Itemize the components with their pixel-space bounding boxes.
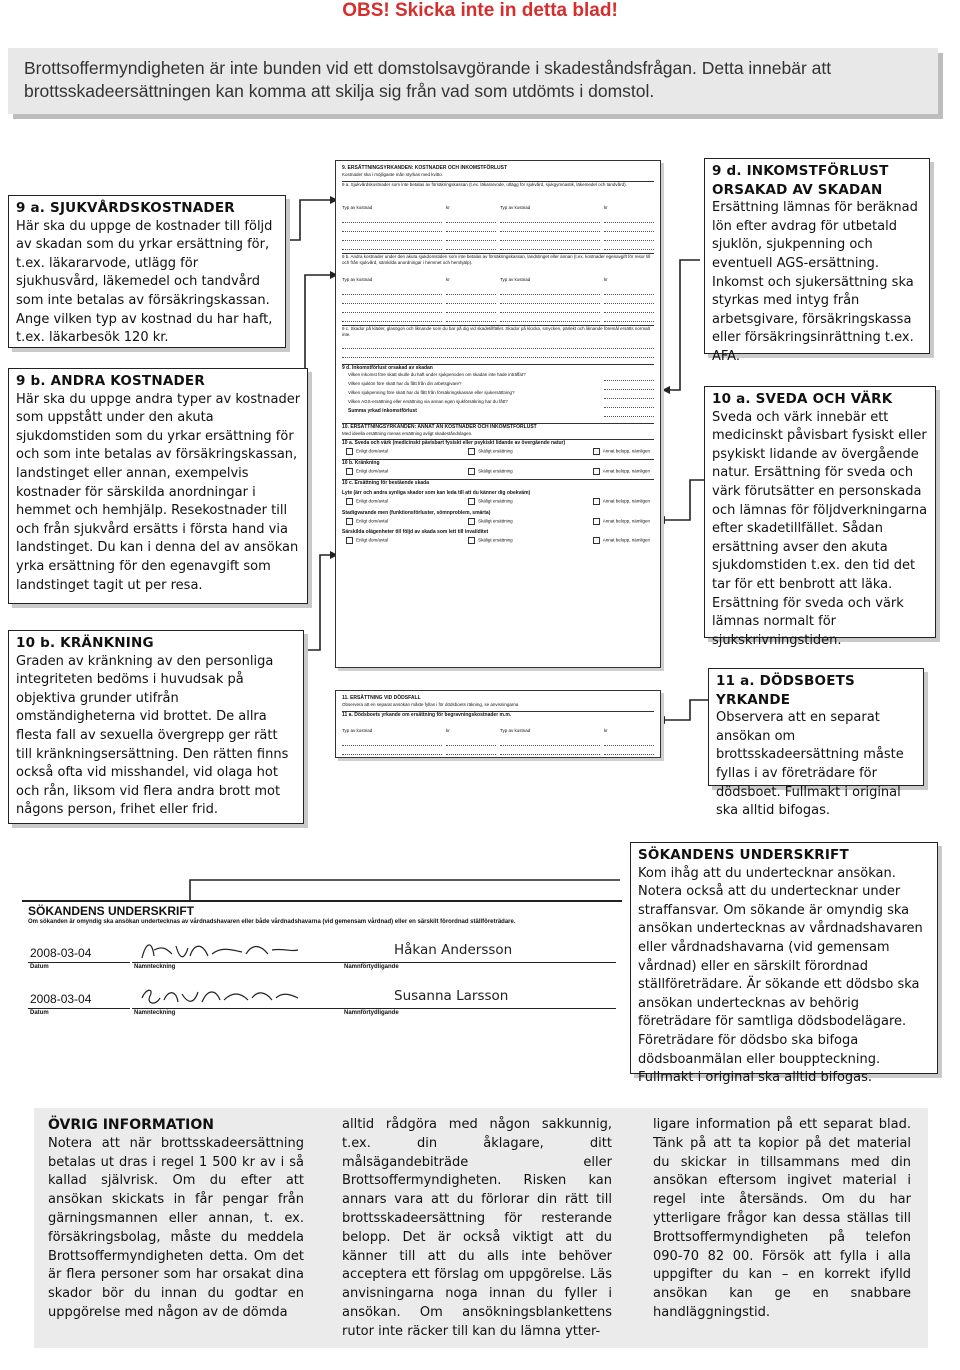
- checkbox-10b-3: [593, 468, 600, 475]
- box-9b-heading: 9 b. ANDRA KOSTNADER: [16, 373, 205, 389]
- form-10c3-opt3: Annat belopp, nämligen: [602, 537, 650, 543]
- form-q3: Vilken sjukpenning före skatt har du fått från försäkringskassan eller sjukersättning?: [348, 389, 515, 395]
- form-9a-kr-label-2: kr: [604, 204, 608, 210]
- checkbox-10c1-1: [346, 498, 353, 505]
- box-10b: [8, 630, 304, 824]
- checkbox-10c1-3: [593, 498, 600, 505]
- box-signature-info-heading: SÖKANDENS UNDERSKRIFT: [638, 847, 849, 863]
- form-10b-opt3: Annat belopp, nämligen: [602, 468, 650, 474]
- form-q1: Vilken inkomst före skatt skulle du haft under sjukperioden om skadan inte hade inträffat?: [348, 371, 526, 377]
- checkbox-10b-1: [346, 468, 353, 475]
- form-10c2-opt3: Annat belopp, nämligen: [602, 518, 650, 524]
- box-11a-heading: 11 a. DÖDSBOETS YRKANDE: [716, 673, 855, 708]
- checkbox-10a-2: [468, 448, 475, 455]
- checkbox-10c3-2: [468, 537, 475, 544]
- box-11a-text: Observera att en separat ansökan om brottsskadeersättning måste fyllas i av företrädare för dödsboet. Fullmakt i original ska alltid bifogas.: [716, 710, 904, 819]
- box-9a: [8, 195, 286, 348]
- form-section11-sub: Observera att en separat ansökan måste fyllas i för dödsboets räkning, se anvisningarna: [342, 702, 519, 707]
- box-signature-info: [630, 842, 938, 1086]
- form-9a-kr-label-1: kr: [446, 204, 450, 210]
- signature-date-label-1: Datum: [30, 964, 49, 970]
- signature-date-1: 2008-03-04: [30, 946, 92, 960]
- form-9b-kr-label-2: kr: [604, 276, 608, 282]
- box-9d: [704, 158, 930, 364]
- handwritten-signature-1: [132, 936, 302, 964]
- form-9b-kr-label-1: kr: [446, 276, 450, 282]
- form-9a-type-label-1: Typ av kostnad: [342, 204, 373, 210]
- other-info-text-2: alltid rådgöra med någon sakkunnig, t.ex. din åklagare, ditt målsägandebiträde eller Brottsoffermyndigheten. Risken kan annars vara att du förlorar din rätt till brottsskadeersättning för resterande belopp. Det är också viktigt att du känner till att du alls inte behöver acceptera ett förslag om uppgörelse. Läs anvisningarna noga innan du fyller i ansökan. Om ansökningsblankettens rutor inte räcker till kan du lämna ytter-: [342, 1117, 612, 1339]
- form-q2: Vilken sjuklön före skatt har du fått från din arbetsgivare?: [348, 380, 462, 386]
- form-section11-title: 11. ERSÄTTNING VID DÖDSFALL: [342, 695, 421, 701]
- form-row-10c1: Lyte (ärr och andra synliga skador som kan leda till att du känner dig obekväm): [342, 490, 531, 497]
- form-11a-type-label-1: Typ av kostnad: [342, 727, 373, 733]
- page-warning-title: OBS! Skicka inte in detta blad!: [342, 0, 618, 21]
- form-10c3-opt1: Enligt dom/avtal: [356, 537, 389, 543]
- box-10a-heading: 10 a. SVEDA OCH VÄRK: [712, 391, 893, 407]
- checkbox-10c2-3: [593, 518, 600, 525]
- box-signature-info-text: Kom ihåg att du undertecknar ansökan. Notera också att du undertecknar under straffansvar. Om sökande är omyndig ska ansökan undertecknas av vårdnadshavaren eller vårdnadshavarna (vid gemensam vårdnad) eller en särskilt förordnad ställföreträdare. Är sökande ett dödsbo ska ansökan undertecknas av behörig företrädare för samtliga dödsbodelägare. Företrädare för dödsbo ska bifoga dödsboanmälan eller bouppteckning. Fullmakt i original ska alltid bifogas.: [638, 865, 923, 1086]
- checkbox-10c3-1: [346, 537, 353, 544]
- form-10c3-opt2: Skäligt ersättning: [478, 537, 513, 543]
- other-info-text-1: Notera att när brottsskadeersättning betalas ut dras i regel 1 500 kr av i så kallad självrisk. Om du efter att ansökan skickats in får pengar från gärningsmannen eller annan, t. ex. försäkringsbolag, måste du meddela Brottsoffermyndigheten detta. Om det är flera personer som har orsakat dina skador bör du innan du godtar en uppgörelse med någon av de dömda: [48, 1135, 304, 1320]
- form-q5: Summa yrkad inkomstförlust: [348, 407, 417, 414]
- checkbox-10c2-1: [346, 518, 353, 525]
- form-row-9c: 9 c. Skador på kläder, glasögon och liknande som du bar på dig vid skadetillfället. Skador på klocka, smycken, pärlekt och liknande föremål ersätts normalt inte.: [342, 325, 650, 337]
- form-10c1-opt1: Enligt dom/avtal: [356, 499, 389, 505]
- info-banner: Brottsoffermyndigheten är inte bunden vid ett domstolsavgörande i skadeståndsfrågan. Detta innebär att brottsskadeersättningen kan komma att skilja sig från vad som utdömts i domstol.: [8, 48, 938, 114]
- form-row-11a: 11 a. Dödsboets yrkande om ersättning för begravningskostnader m.m.: [342, 711, 512, 718]
- other-info-text-3: ligare information på ett separat blad. Tänk på att ta kopior på det material du skickar in tillsammans med din ansökan eftersom ingivet material i regel inte återsänds. Om du har ytterligare frågor kan dessa ställas till Brottsoffermyndigheten på telefon 090-70 82 00. Försök att fylla i alla uppgifter du kan – en korrekt ifylld ansökan kan ge en snabbare handläggningstid.: [653, 1117, 911, 1320]
- form-10a-opt1: Enligt dom/avtal: [356, 448, 389, 454]
- form-row-10a: 10 a. Sveda och värk (medicinskt påvisbart fysiskt eller psykiskt lidande av övergående natur): [342, 440, 566, 446]
- form-row-9b: 9 b. Andra kostnader under den akuta sjukdomstiden som inte betalas av försäkringskassan, landstinget eller annan (t.ex. kostnader egenavgift för resor till och från sjukvård, särskilda anordningar i hemmet och hemhjälp).: [342, 253, 651, 265]
- other-info-heading: ÖVRIG INFORMATION: [48, 1117, 214, 1133]
- form-10c2-opt2: Skäligt ersättning: [478, 518, 513, 524]
- signature-clar-label-1: Namnförtydligande: [344, 964, 399, 970]
- checkbox-10c1-2: [468, 498, 475, 505]
- form-section10-title: 10. ERSÄTTNINGSYRKANDEN: ANNAT ÄN KOSTNADER OCH INKOMSTFÖRLUST: [342, 423, 537, 430]
- signature-name-2: Susanna Larsson: [394, 988, 509, 1004]
- form-10a-opt3: Annat belopp, nämligen: [602, 448, 650, 454]
- other-info-col3: [653, 1116, 911, 1323]
- form-10b-opt2: Skäligt ersättning: [478, 468, 513, 474]
- box-9a-text: Här ska du uppge de kostnader till följd av skadan som du yrkar ersättning för, t.ex. läkararvode, utlägg för sjukhusvård, läkemedel och tandvård som inte betalas av försäkringskassan. Ange vilken typ av kostnad du har haft, t.ex. läkarbesök 120 kr.: [16, 218, 273, 346]
- form-row-9a: 9 a. Sjukvårdskostnader som inte betalas av försäkringskassan (t.ex. läkararvode, utlägg för sjukvård, sjukgymnastik, läkemedel och tandvård).: [342, 181, 627, 187]
- box-10a-text: Sveda och värk innebär ett medicinskt påvisbart fysiskt eller psykiskt lidande av övergående natur. Ersättning för sveda och värk förutsätter en personskada och lämnas för följdverkningarna efter skadetillfället. Sådan ersättning avser den akuta sjukdomstiden t.ex. den tid det tar för ett benbrott att läka. Ersättning för sveda och värk lämnas normalt för sjukskrivningstiden.: [712, 409, 928, 648]
- other-info-col2: [342, 1116, 612, 1342]
- box-11a: [708, 668, 924, 819]
- checkbox-10a-3: [593, 448, 600, 455]
- form-9b-type-label-1: Typ av kostnad: [342, 276, 373, 282]
- form-11a-type-label-2: Typ av kostnad: [500, 727, 531, 733]
- box-10a: [704, 386, 936, 648]
- checkbox-10b-2: [468, 468, 475, 475]
- signature-name-1: Håkan Andersson: [394, 942, 513, 958]
- box-10b-text: Graden av kränkning av den personliga integriteten bedöms i huvudsak på objektiva grunder utifrån omständigheterna vid brottet. De allra flesta fall av sexuella övergrepp ger rätt till kränkningsersättning. Den rätten finns också ofta vid misshandel, vid olaga hot och rån, liksom vid flera andra brott mot någons person, frihet eller frid.: [16, 653, 289, 818]
- signature-sign-label-1: Namnteckning: [134, 964, 176, 970]
- box-9b: [8, 368, 308, 604]
- form-section9-sub: Kostnader ska i möjligaste mån styrkas med kvitto.: [342, 172, 444, 177]
- signature-form-title: SÖKANDENS UNDERSKRIFT: [28, 904, 195, 918]
- signature-sign-label-2: Namnteckning: [134, 1010, 176, 1016]
- form-11a-kr-label-2: kr: [604, 727, 608, 733]
- form-11a-kr-label-1: kr: [446, 727, 450, 733]
- checkbox-10a-1: [346, 448, 353, 455]
- form-10c2-opt1: Enligt dom/avtal: [356, 518, 389, 524]
- form-10b-opt1: Enligt dom/avtal: [356, 468, 389, 474]
- form-row-9d: 9 d. Inkomstförlust orsakad av skadan: [342, 364, 433, 371]
- signature-date-2: 2008-03-04: [30, 992, 92, 1006]
- form-10c1-opt3: Annat belopp, nämligen: [602, 499, 650, 505]
- signature-clar-label-2: Namnförtydligande: [344, 1010, 399, 1016]
- form-10a-opt2: Skäligt ersättning: [478, 448, 513, 454]
- box-9d-heading: 9 d. INKOMSTFÖRLUST ORSAKAD AV SKADAN: [712, 163, 889, 198]
- form-row-10b: 10 b. Kränkning: [342, 460, 380, 467]
- checkbox-10c3-3: [593, 537, 600, 544]
- box-9d-text: Ersättning lämnas för beräknad lön efter avdrag för utbetald sjuklön, sjukpenning och eventuell AGS-ersättning. Inkomst och sjukersättning ska styrkas med intyg från arbetsgivare, försäkringskassa eller försäkringsinrättning t.ex. AFA.: [712, 200, 918, 364]
- box-10b-heading: 10 b. KRÄNKNING: [16, 635, 154, 651]
- form-9a-type-label-2: Typ av kostnad: [500, 204, 531, 210]
- form-10c1-opt2: Skäligt ersättning: [478, 499, 513, 505]
- box-9b-text: Här ska du uppge andra typer av kostnader som uppstått under den akuta sjukdomstiden som du yrkar ersättning för och som inte betalas av försäkringskassan, landstinget eller annan, exempelvis kostnader för särskilda anordningar i hemmet och hemhjälp. Resekostnader till och från sjukvård ersätts i första hand via landstinget. Du kan i denna del av ansökan yrka ersättning för den egenavgift som landstinget tagit ut per resa.: [16, 391, 301, 593]
- form-section9-title: 9. ERSÄTTNINGSYRKANDEN: KOSTNADER OCH INKOMSTFÖRLUST: [342, 165, 508, 171]
- checkbox-10c2-2: [468, 518, 475, 525]
- signature-form-sub: Om sökanden är omyndig ska ansökan undertecknas av vårdnadshavaren eller både vårdnadshavarna (vid gemensam vårdnad) eller en särskilt förordnad ställföreträdare.: [28, 919, 516, 925]
- form-q4: Vilken AGS-ersättning eller ersättning via annan egen sjukförsäkring har du fått?: [348, 398, 508, 404]
- form-row-10c3: Särskilda olägenheter till följd av skada som lett till invaliditet: [342, 528, 489, 535]
- handwritten-signature-2: [132, 982, 302, 1010]
- form-9b-type-label-2: Typ av kostnad: [500, 276, 531, 282]
- form-row-10c2: Stadigvarande men (funktionsförluster, sömnproblem, smärta): [342, 509, 491, 516]
- box-9a-heading: 9 a. SJUKVÅRDSKOSTNADER: [16, 200, 235, 216]
- form-thumbnail-section11: [335, 690, 661, 758]
- signature-date-label-2: Datum: [30, 1010, 49, 1016]
- form-thumbnail-main: [335, 160, 661, 668]
- form-row-10c: 10 c. Ersättning för bestående skada: [342, 480, 429, 487]
- other-info-col1: [48, 1116, 304, 1323]
- form-section10-sub: Med ideella ersättning menas ersättning avligt skadeståndslagen.: [342, 430, 473, 436]
